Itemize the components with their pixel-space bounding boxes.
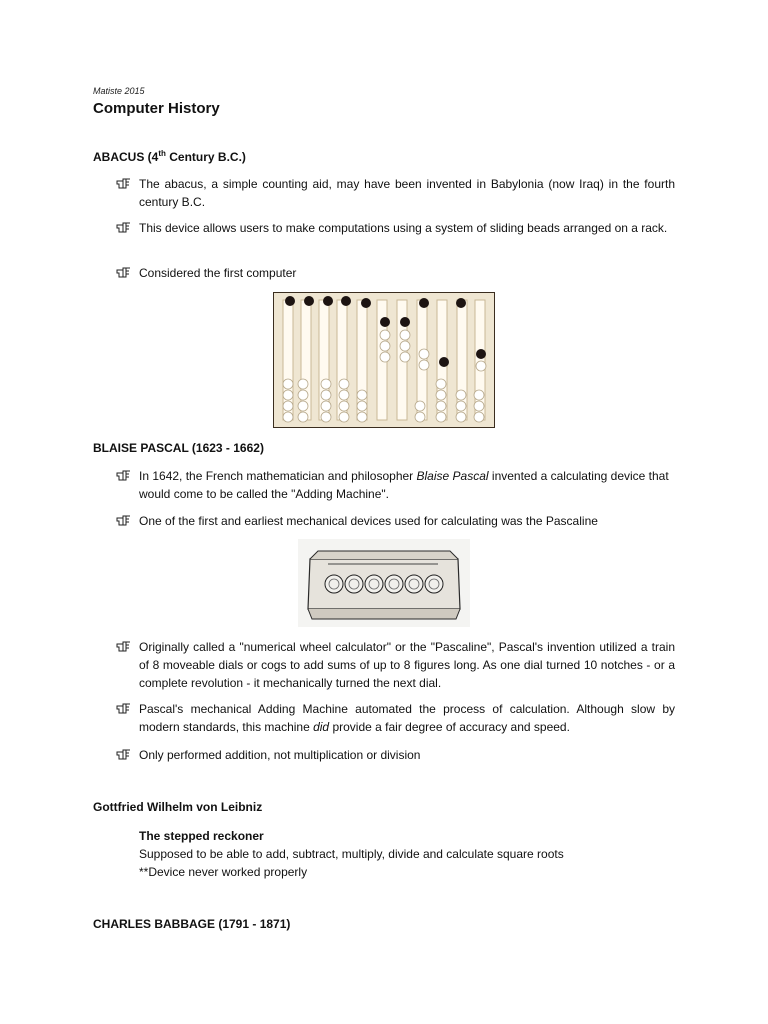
pointing-hand-icon bbox=[116, 513, 132, 527]
list-item: This device allows users to make computations using a system of sliding beads arranged on a rack. bbox=[139, 219, 675, 237]
pointing-hand-icon bbox=[116, 468, 132, 482]
pointing-hand-icon bbox=[116, 747, 132, 761]
pointing-hand-icon bbox=[116, 639, 132, 653]
pointing-hand-icon bbox=[116, 176, 132, 190]
pointing-hand-icon bbox=[116, 220, 132, 234]
document-header-note: Matiste 2015 bbox=[93, 86, 145, 96]
pointing-hand-icon bbox=[116, 701, 132, 715]
section-heading-leibniz: Gottfried Wilhelm von Leibniz bbox=[93, 800, 263, 814]
list-item: In 1642, the French mathematician and philosopher Blaise Pascal invented a calculating device that would come to be called the "Adding Machine". bbox=[139, 467, 675, 503]
leibniz-details bbox=[139, 827, 564, 881]
section-heading-babbage: CHARLES BABBAGE (1791 - 1871) bbox=[93, 917, 291, 931]
stepped-reckoner-line: Supposed to be able to add, subtract, multiply, divide and calculate square roots bbox=[139, 847, 564, 861]
section-heading-abacus: ABACUS (4th Century B.C.) bbox=[93, 149, 246, 164]
pointing-hand-icon bbox=[116, 265, 132, 279]
list-item: The abacus, a simple counting aid, may have been invented in Babylonia (now Iraq) in the fourth century B.C. bbox=[139, 175, 675, 211]
page-title: Computer History bbox=[93, 100, 220, 117]
list-item: Originally called a "numerical wheel calculator" or the "Pascaline", Pascal's invention utilized a train of 8 moveable dials or cogs to add sums of up to 8 figures long. As one dial turned 10 notches - or a complete revolution - it mechanically turned the next dial. bbox=[139, 638, 675, 692]
list-item: Considered the first computer bbox=[139, 264, 675, 282]
abacus-image bbox=[273, 292, 495, 428]
list-item: Only performed addition, not multiplication or division bbox=[139, 746, 675, 764]
list-item: One of the first and earliest mechanical devices used for calculating was the Pascaline bbox=[139, 512, 675, 530]
stepped-reckoner-title: The stepped reckoner bbox=[139, 829, 264, 843]
section-heading-pascal: BLAISE PASCAL (1623 - 1662) bbox=[93, 441, 264, 455]
pascaline-image bbox=[298, 539, 470, 627]
stepped-reckoner-note: **Device never worked properly bbox=[139, 865, 308, 879]
list-item: Pascal's mechanical Adding Machine automated the process of calculation. Although slow by modern standards, this machine did provide a fair degree of accuracy and speed. bbox=[139, 700, 675, 736]
